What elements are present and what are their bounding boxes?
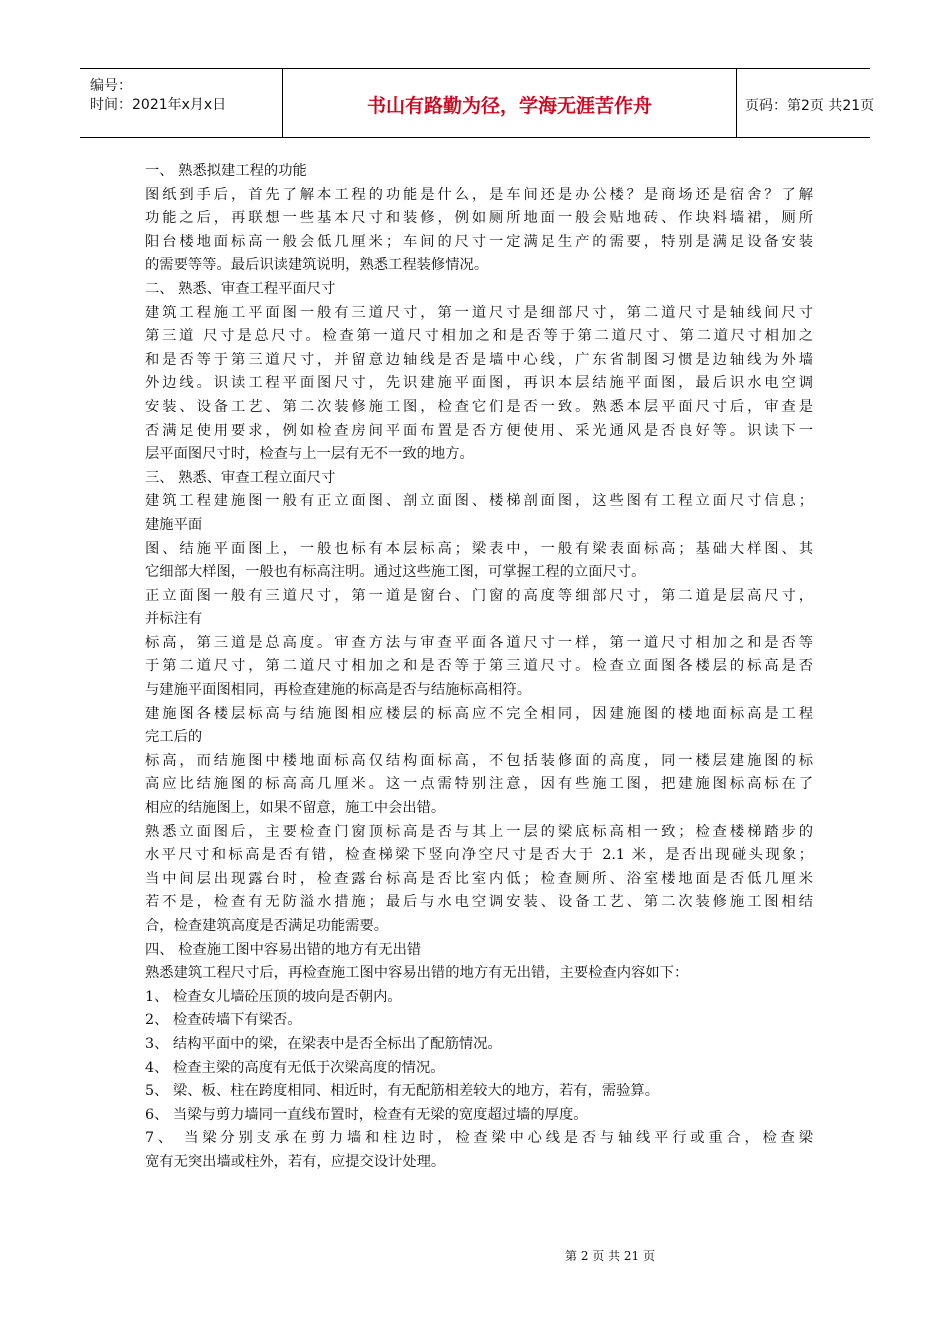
paragraph-line: 与建施平面图相同，再检查建施的标高是否与结施标高相符。: [145, 682, 532, 699]
paragraph-line: 3、 结构平面中的梁，在梁表中是否全标出了配筋情况。: [145, 1035, 502, 1052]
paragraph-line: 水平尺寸和标高是否有错，检查梯梁下竖向净空尺寸是否大于 2.1 米，是否出现碰头现象；: [145, 847, 813, 864]
header-motto: 书山有路勤为径，学海无涯苦作舟: [366, 95, 652, 117]
paragraph-line: 当中间层出现露台时，检查露台标高是否比室内低；检查厕所、浴室楼地面是否低几厘米: [145, 870, 813, 887]
document-date-label: 时间：2021年x月x日: [90, 97, 227, 113]
paragraph-line: 熟悉建筑工程尺寸后，再检查施工图中容易出错的地方有无出错，主要检查内容如下：: [145, 965, 689, 982]
paragraph-line: 图纸到手后，首先了解本工程的功能是什么，是车间还是办公楼？是商场还是宿舍？了解: [145, 186, 813, 203]
paragraph-line: 于第二道尺寸，第二道尺寸相加之和是否等于第三道尺寸。检查立面图各楼层的标高是否: [145, 658, 813, 675]
paragraph-line: 6、 当梁与剪力墙同一直线布置时，检查有无梁的宽度超过墙的厚度。: [145, 1106, 588, 1123]
paragraph-line: 4、 检查主梁的高度有无低于次梁高度的情况。: [145, 1059, 445, 1076]
paragraph-line: 的需要等等。最后识读建筑说明，熟悉工程装修情况。: [145, 257, 489, 274]
paragraph-line: 图、结施平面图上，一般也标有本层标高；梁表中，一般有梁表面标高；基础大样图、其: [145, 540, 813, 557]
paragraph-line: 相应的结施图上，如果不留意，施工中会出错。: [145, 800, 446, 817]
paragraph-line: 正立面图一般有三道尺寸，第一道是窗台、门窗的高度等细部尺寸，第二道是层高尺寸，: [145, 587, 813, 604]
header-meta-cell: [80, 69, 283, 137]
paragraph-line: 第三道 尺寸是总尺寸。检查第一道尺寸相加之和是否等于第二道尺寸、第二道尺寸相加之: [145, 328, 813, 345]
paragraph-line: 合，检查建筑高度是否满足功能需要。: [145, 918, 389, 934]
paragraph-line: 二、 熟悉、审查工程平面尺寸: [145, 280, 336, 297]
document-number-label: 编号：: [90, 78, 132, 94]
paragraph-line: 5、 梁、板、柱在跨度相同、相近时，有无配筋相差较大的地方，若有，需验算。: [145, 1083, 660, 1100]
paragraph-line: 建施平面: [145, 516, 203, 533]
document-body: [145, 160, 813, 1175]
page-header: [80, 68, 875, 138]
page-footer: 第 2 页 共 21 页: [565, 1249, 655, 1263]
paragraph-line: 层平面图尺寸时，检查与上一层有无不一致的地方。: [145, 446, 474, 463]
paragraph-line: 建筑工程施工平面图一般有三道尺寸，第一道尺寸是细部尺寸，第二道尺寸是轴线间尺寸: [145, 304, 813, 321]
paragraph-line: 和是否等于第三道尺寸，并留意边轴线是否是墙中心线，广东省制图习惯是边轴线为外墙: [145, 351, 813, 368]
paragraph-line: 1、 检查女儿墙砼压顶的坡向是否朝内。: [145, 988, 402, 1005]
header-page-cell: [737, 69, 875, 137]
paragraph-line: 外边线。识读工程平面图尺寸，先识建施平面图，再识本层结施平面图，最后识水电空调: [145, 375, 813, 392]
header-page-number: 页码：第2页 共21页: [745, 98, 875, 114]
paragraph-line: 7、 当梁分别支承在剪力墙和柱边时，检查梁中心线是否与轴线平行或重合，检查梁: [145, 1130, 813, 1147]
paragraph-line: 否满足使用要求，例如检查房间平面布置是否方便使用、采光通风是否良好等。识读下一: [145, 422, 813, 439]
paragraph-line: 并标注有: [145, 611, 203, 628]
paragraph-line: 三、 熟悉、审查工程立面尺寸: [145, 469, 336, 486]
paragraph-line: 标高，第三道是总高度。审查方法与审查平面各道尺寸一样，第一道尺寸相加之和是否等: [145, 634, 813, 651]
paragraph-line: 高应比结施图的标高高几厘米。这一点需特别注意，因有些施工图，把建施图标高标在了: [145, 776, 813, 793]
paragraph-line: 它细部大样图，一般也有标高注明。通过这些施工图，可掌握工程的立面尺寸。: [145, 564, 646, 581]
paragraph-line: 一、 熟悉拟建工程的功能: [145, 163, 307, 179]
paragraph-line: 熟悉立面图后，主要检查门窗顶标高是否与其上一层的梁底标高相一致；检查楼梯踏步的: [145, 823, 813, 840]
paragraph-line: 完工后的: [145, 729, 203, 746]
paragraph-line: 宽有无突出墙或柱外，若有，应提交设计处理。: [145, 1153, 446, 1170]
paragraph-line: 2、 检查砖墙下有梁否。: [145, 1012, 302, 1029]
paragraph-line: 标高，而结施图中楼地面标高仅结构面标高，不包括装修面的高度，同一楼层建施图的标: [145, 752, 813, 769]
paragraph-line: 四、 检查施工图中容易出错的地方有无出错: [145, 941, 422, 958]
paragraph-line: 若不是，检查有无防溢水措施；最后与水电空调安装、设备工艺、第二次装修施工图相结: [145, 894, 813, 911]
paragraph-line: 建筑工程建施图一般有正立面图、剖立面图、楼梯剖面图，这些图有工程立面尺寸信息；: [145, 493, 813, 510]
paragraph-line: 建施图各楼层标高与结施图相应楼层的标高应不完全相同，因建施图的楼地面标高是工程: [145, 705, 813, 722]
paragraph-line: 安装、设备工艺、第二次装修施工图，检查它们是否一致。熟悉本层平面尺寸后，审查是: [145, 398, 813, 415]
paragraph-line: 阳台楼地面标高一般会低几厘米；车间的尺寸一定满足生产的需要，特别是满足设备安装: [145, 233, 813, 250]
paragraph-line: 功能之后，再联想一些基本尺寸和装修，例如厕所地面一般会贴地砖、作块料墙裙，厕所: [145, 210, 813, 227]
header-motto-cell: [283, 69, 737, 137]
